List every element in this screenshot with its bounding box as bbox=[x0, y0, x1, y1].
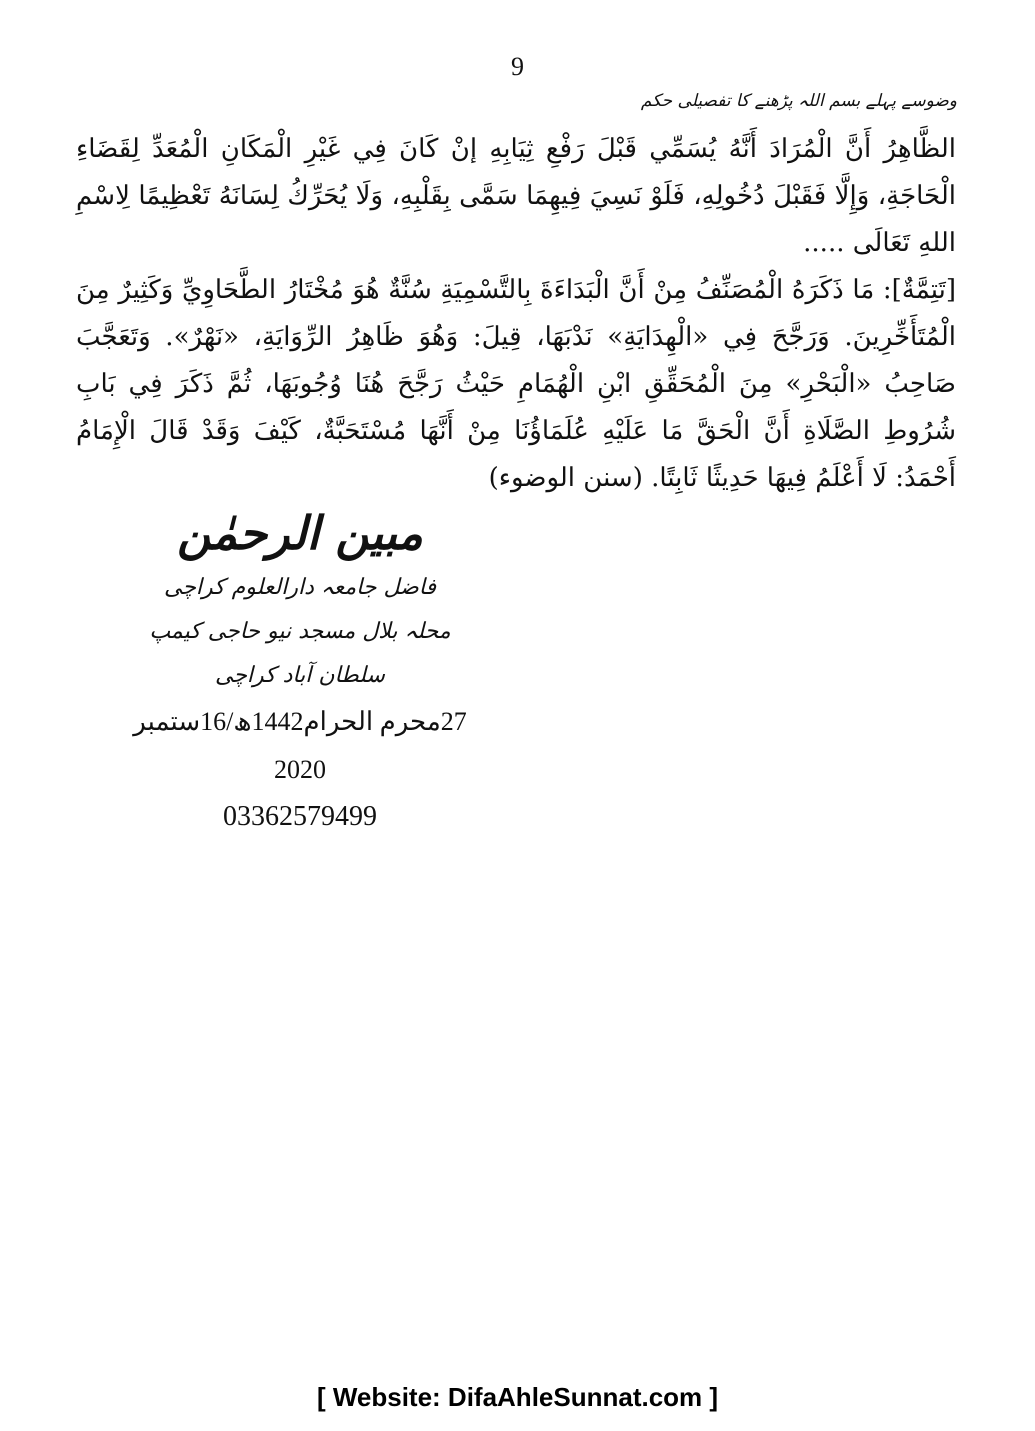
body-text bbox=[76, 126, 956, 502]
phone-number: 03362579499 bbox=[223, 801, 377, 832]
signature-block bbox=[130, 500, 470, 840]
running-head: وضوسے پہلے بسم اللہ پڑھنے کا تفصیلی حکم bbox=[640, 91, 957, 111]
paragraph-main: الظَّاهِرُ أَنَّ الْمُرَادَ أَنَّهُ يُسَمِّي قَبْلَ رَفْعِ ثِيَابِهِ إنْ كَانَ فِي غَيْرِ الْمَكَانِ الْمُعَدِّ لِقَضَاءِ الْحَاجَةِ، وَإِلَّا فَقَبْلَ دُخُولِهِ، فَلَوْ نَسِيَ فِيهِمَا سَمَّى بِقَلْبِهِ، وَلَا يُحَرِّكُ لِسَانَهُ تَعْظِيمًا لِاسْمِ اللهِ تَعَالَى ..... bbox=[76, 134, 956, 258]
author-name: مبین الرحمٰن bbox=[177, 506, 423, 560]
author-title: فاضل جامعہ دارالعلوم کراچی bbox=[163, 575, 437, 600]
paragraph-tatimma: [تَتِمَّةٌ]: مَا ذَكَرَهُ الْمُصَنِّفُ مِنْ أَنَّ الْبَدَاءَةَ بِالتَّسْمِيَةِ سُنَّةٌ هُوَ مُخْتَارُ الطَّحَاوِيِّ وَكَثِيرٌ مِنَ الْمُتَأَخِّرِينَ. وَرَجَّحَ فِي «الْهِدَايَةِ» نَدْبَهَا، قِيلَ: وَهُوَ ظَاهِرُ الرِّوَايَةِ، «نَهْرٌ». وَتَعَجَّبَ صَاحِبُ «الْبَحْرِ» مِنَ الْمُحَقِّقِ ابْنِ الْهُمَامِ حَيْثُ رَجَّحَ هُنَا وُجُوبَهَا، ثُمَّ ذَكَرَ فِي بَابِ شُرُوطِ الصَّلَاةِ أَنَّ الْحَقَّ مَا عَلَيْهِ عُلَمَاؤُنَا مِنْ أَنَّهَا مُسْتَحَبَّةٌ، كَيْفَ وَقَدْ قَالَ الْإِمَامُ أَحْمَدُ: لَا أَعْلَمُ فِيهَا حَدِيثًا ثَابِتًا. (سنن الوضوء) bbox=[76, 275, 956, 493]
website-footer: [ Website: DifaAhleSunnat.com ] bbox=[316, 1382, 719, 1412]
page-number: 9 bbox=[511, 52, 524, 81]
date-line: 27محرم الحرام1442ھ/16ستمبر 2020 bbox=[133, 707, 467, 784]
author-address: محلہ بلال مسجد نیو حاجی کیمپ سلطان آباد کراچی bbox=[149, 619, 451, 688]
